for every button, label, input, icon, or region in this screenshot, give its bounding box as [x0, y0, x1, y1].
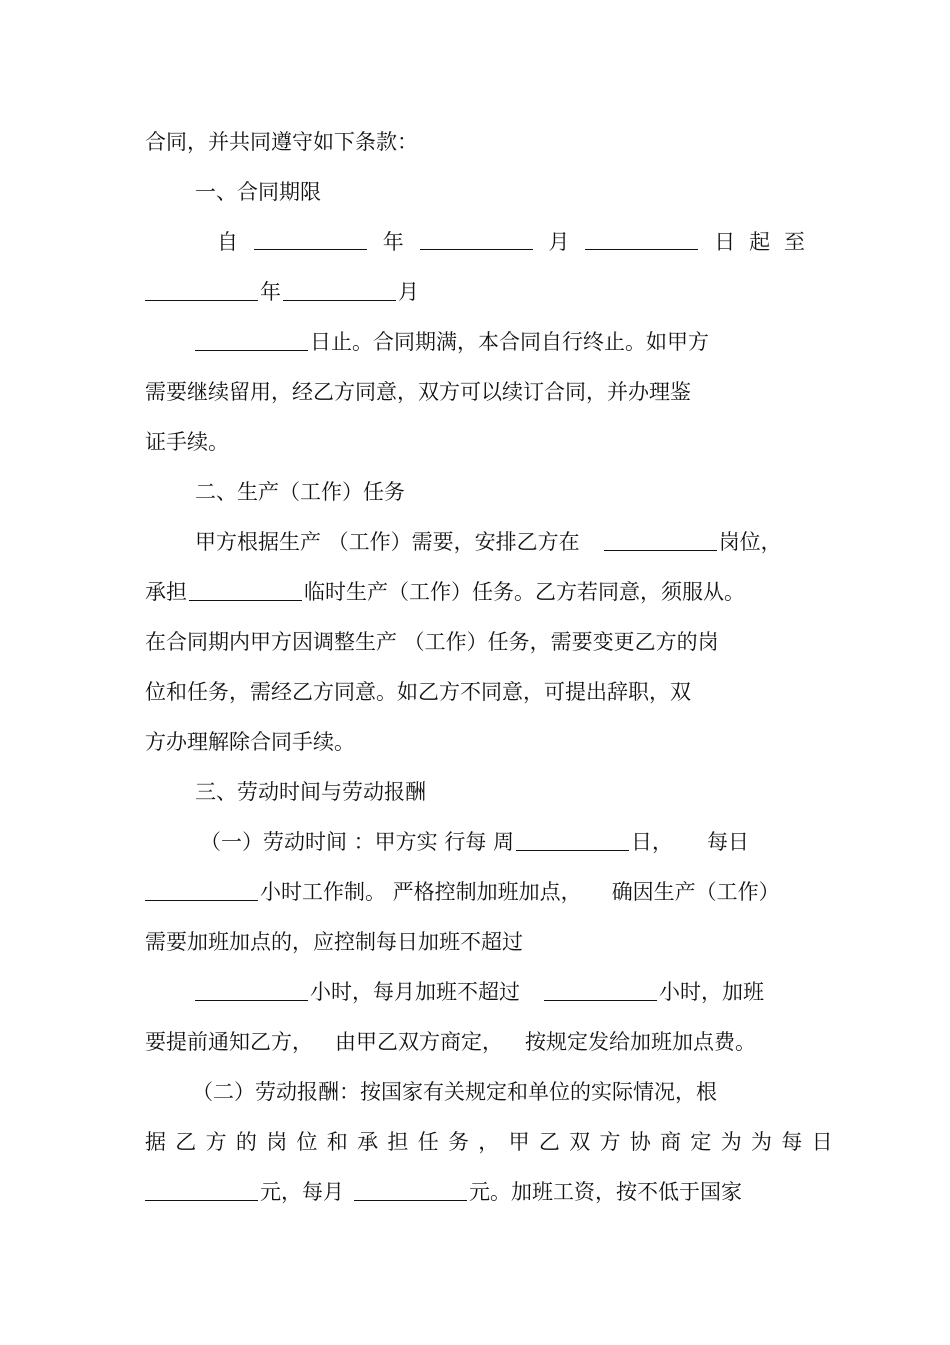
text-month: 月 — [548, 230, 570, 254]
date-end-day-line — [195, 327, 709, 357]
paragraph-line: 需要加班加点的，应控制每日加班不超过 — [145, 930, 523, 954]
text-overtime-d: 由甲乙双方商定， — [335, 1030, 503, 1054]
date-range-line — [145, 227, 805, 257]
text-start: 起 — [749, 230, 771, 254]
text-overtime-a: 小时，每月加班不超过 — [310, 980, 520, 1004]
blank-post — [604, 528, 717, 551]
blank-overtime-monthly — [544, 978, 657, 1001]
paragraph-line: 方办理解除合同手续。 — [145, 730, 355, 754]
paragraph-line: （二）劳动报酬：按国家有关规定和单位的实际情况，根 — [192, 1080, 717, 1104]
paragraph-line: 在合同期内甲方因调整生产 （工作）任务，需要变更乙方的岗 — [145, 630, 719, 654]
text-task-b: 岗位， — [718, 530, 782, 554]
paragraph-line: 合同，并共同遵守如下条款： — [145, 130, 418, 154]
blank-end-day — [195, 328, 308, 351]
text-from: 自 — [217, 230, 238, 254]
text-overtime-c: 要提前通知乙方， — [145, 1030, 313, 1054]
text-hours-c: 每日 — [707, 830, 750, 854]
task-line — [145, 577, 745, 607]
blank-end-month — [283, 278, 396, 301]
text-overtime-e: 按规定发给加班加点费。 — [525, 1030, 756, 1054]
text-end-year: 年 — [260, 280, 281, 304]
text-pay-a: 元，每月 — [260, 1180, 344, 1204]
blank-day — [585, 227, 698, 250]
text-task-detail: 临时生产（工作）任务。乙方若同意，须服从。 — [304, 580, 745, 604]
text-hours-b: 日， — [631, 830, 674, 854]
paragraph-line: 据乙方的岗位和承担任务，甲乙双方协商定为为每日 — [145, 1130, 842, 1154]
text-task-a: 甲方根据生产 （工作）需要，安排乙方在 — [195, 530, 580, 554]
blank-days-per-week — [516, 828, 629, 851]
blank-task — [189, 578, 302, 601]
task-line — [195, 527, 782, 557]
text-day: 日 — [714, 230, 736, 254]
hours-line — [145, 877, 780, 907]
pay-line — [145, 1177, 742, 1207]
paragraph-line: 证手续。 — [145, 430, 229, 454]
date-end-line — [145, 277, 419, 307]
text-end-day: 日止。合同期满，本合同自行终止。如甲方 — [310, 330, 709, 354]
section-heading-hours-pay: 三、劳动时间与劳动报酬 — [195, 780, 426, 804]
section-heading-task: 二、生产（工作）任务 — [195, 480, 405, 504]
hours-line — [200, 827, 749, 857]
paragraph-line: 位和任务，需经乙方同意。如乙方不同意，可提出辞职，双 — [145, 680, 691, 704]
text-year: 年 — [382, 230, 404, 254]
blank-year — [254, 227, 367, 250]
text-hours-a: （一）劳动时间 ：甲方实 行每 周 — [200, 830, 515, 854]
blank-month — [420, 227, 533, 250]
blank-overtime-daily — [195, 978, 308, 1001]
overtime-line — [195, 977, 764, 1007]
text-overtime-b: 小时，加班 — [659, 980, 764, 1004]
text-pay-b: 元。加班工资，按不低于国家 — [469, 1180, 742, 1204]
text-hours-d: 小时工作制。 严格控制加班加点， — [260, 880, 582, 904]
paragraph-line: 需要继续留用，经乙方同意，双方可以续订合同，并办理鉴 — [145, 380, 691, 404]
text-to: 至 — [784, 230, 805, 254]
overtime-line — [145, 1027, 756, 1057]
text-hours-e: 确因生产（工作） — [611, 880, 780, 904]
text-end-month: 月 — [398, 280, 419, 304]
blank-end-year — [145, 278, 258, 301]
section-heading-term: 一、合同期限 — [195, 180, 321, 204]
text-undertake: 承担 — [145, 580, 187, 604]
blank-monthly-pay — [354, 1178, 467, 1201]
blank-hours-per-day — [145, 878, 258, 901]
blank-daily-pay — [145, 1178, 258, 1201]
